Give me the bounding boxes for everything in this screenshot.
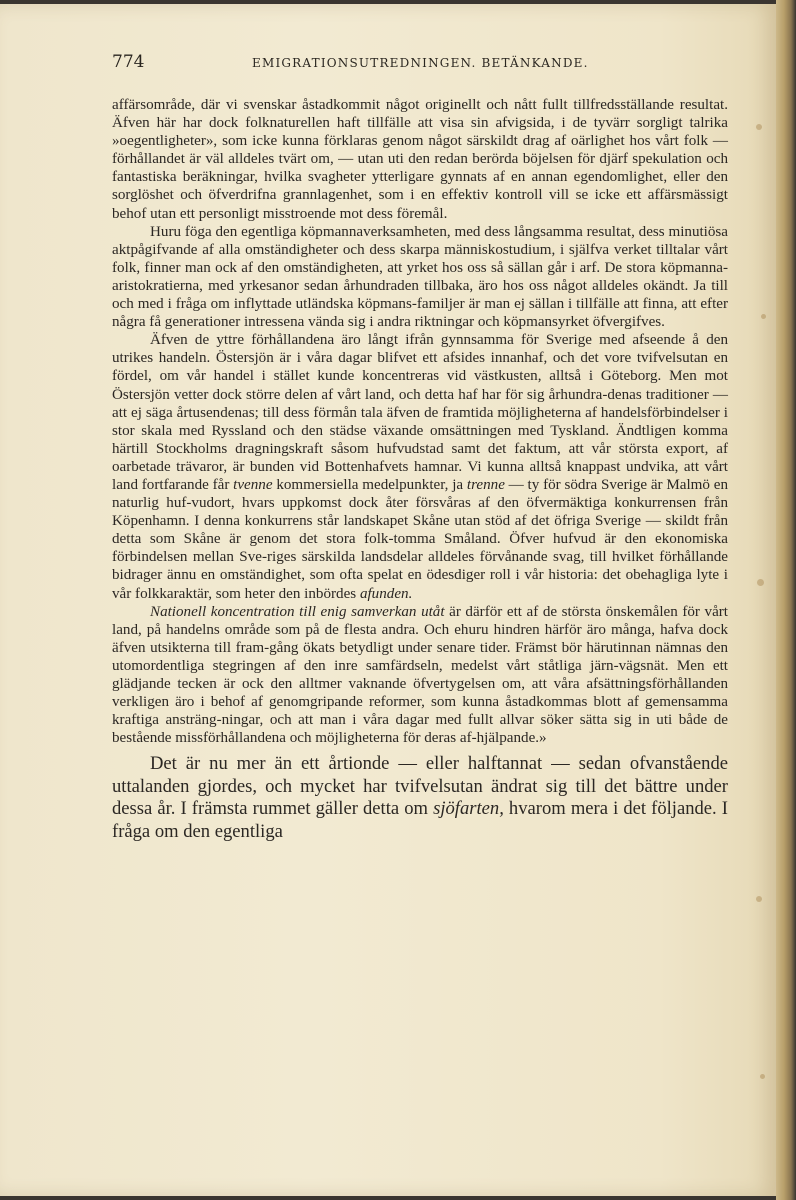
- quote-paragraph: affärsområde, där vi svenskar åstadkommit något originellt och nått fullt tillfredsställande resultat. Äfven här har dock folknaturellen haft tillfälle att visa sin afvigsida, i de tyvärr sorgligt talrika »oegentligheter», som icke kunna förklaras genom något särskildt drag af oärlighet hos vårt folk — förhållandet är väl alldeles tvärt om, — utan uti den redan berörda böjelsen för djärf spekulation och fantastiska beräkningar, hvilka svagheter ytterligare gynnats af en annan egendomlighet, eller den sorglöshet och öfverdrifna grannlagenhet, som i en effektiv kontroll vill se icke ett affärsmässigt behof utan ett personligt misstroende mot dess föremål.: [112, 97, 728, 222]
- quote-paragraph: Nationell koncentration till enig samverkan utåt är därför ett af de största önskemålen för vårt land, på handelns område som på de flesta andra. Och ehuru hindren härför äro många, hafva dock äfven utsikterna till fram-gång ökats betydligt under senare tider. Främst bör härutinnan nämnas den utomordentliga stegringen af den inre samfärdseln, medelst vårt ståtliga järn-vägsnät. Men ett glädjande tecken är ock den alltmer vaknande öfvertygelsen om, att våra afsättningsförhållanden verkligen äro i behof af genomgripande reformer, som kunna åstadkommas blott af gemensamma kraftiga ansträng-ningar, och att man i våra dagar med fullt allvar söker sätta sig in uti både de bestående missförhållandena och möjligheterna för deras af-hjälpande.»: [112, 603, 728, 747]
- emphasis: tvenne: [233, 476, 273, 493]
- emphasis: Nationell koncentration till enig samverkan utåt: [150, 603, 445, 620]
- running-head: EMIGRATIONSUTREDNINGEN. BETÄNKANDE.: [252, 56, 589, 70]
- page-body: [112, 96, 728, 843]
- foxing-spot: [756, 124, 762, 130]
- page-number: 774: [112, 52, 145, 72]
- foxing-spot: [757, 579, 764, 586]
- book-edge: [776, 0, 796, 1200]
- page-header: [112, 52, 732, 80]
- quoted-passage: [112, 96, 728, 747]
- foxing-spot: [760, 1074, 765, 1079]
- main-text: [112, 753, 728, 843]
- quote-paragraph: Huru föga den egentliga köpmannaverksamheten, med dess långsamma resultat, dess minutiösa aktpågifvande af alla omständigheter och dess skarpa människostudium, i själfva verket tilltalar vårt folk, finner man ock af den omständigheten, att yrket hos oss så sällan går i arf. De stora köpmanna-aristokratierna, med yrkesanor sedan århundraden tillbaka, äro hos oss något alldeles okändt. Ja till och med i fråga om inflyttade utländska köpmans-familjer är man ej sällan i tillfälle att finna, att efter några få generationer intressena vända sig i andra riktningar och köpmansyrket öfvergifves.: [112, 223, 728, 331]
- main-paragraph: Det är nu mer än ett årtionde — eller halftannat — sedan ofvanstående uttalanden gjordes, och mycket har tvifvelsutan ändrat sig till det bättre under dessa år. I främsta rummet gäller detta om sjöfarten, hvarom mera i det följande. I fråga om den egentliga: [112, 753, 728, 842]
- emphasis: sjöfarten,: [433, 798, 504, 820]
- book-page: [0, 4, 776, 1196]
- foxing-spot: [756, 896, 762, 902]
- emphasis: afunden.: [359, 585, 413, 602]
- quote-paragraph: Äfven de yttre förhållandena äro långt ifrån gynnsamma för Sverige med afseende å den utrikes handeln. Östersjön är i våra dagar blifvet ett afsides innanhaf, och det vore tvifvelsutan en fördel, om vår handel i stället kunde koncentreras vid västkusten, alltså i Göteborg. Men mot Östersjön vetter dock större delen af vårt land, och detta haf har för sig århundra-denas traditioner — att ej säga årtusendenas; till dess förmån tala äfven de framtida möjligheterna af handelsförbindelser i stor skala med Ryssland och den städse växande omsättningen med Tyskland. Ändtligen komma härtill Stockholms dragningskraft såsom hufvudstad samt det faktum, att vår största export, af oarbetade trävaror, är bunden vid Bottenhafvets hamnar. Vi kunna alltså knappast undvika, att vårt land fortfarande får tvenne kommersiella medelpunkter, ja trenne — ty för södra Sverige är Malmö en naturlig huf-vudort, hvars uppkomst dock åter försvåras af den öfvermäktiga konkurrensen från Köpenhamn. I denna konkurrens står landskapet Skåne utan stöd af det öfriga Sverige — skildt från detta som Skåne är genom det stora folk-tomma Småland. Öfver hufvud är den ekonomiska förbindelsen mellan Sve-riges särskilda landsdelar alldeles förvånande svag, till hvilket förhållande bidrager ännu en omständighet, som ofta spelat en ödesdiger roll i vår historia: det obehagliga lyte i vår folkkaraktär, som heter den inbördes afunden.: [112, 332, 728, 602]
- foxing-spot: [761, 314, 766, 319]
- emphasis: trenne: [466, 476, 505, 493]
